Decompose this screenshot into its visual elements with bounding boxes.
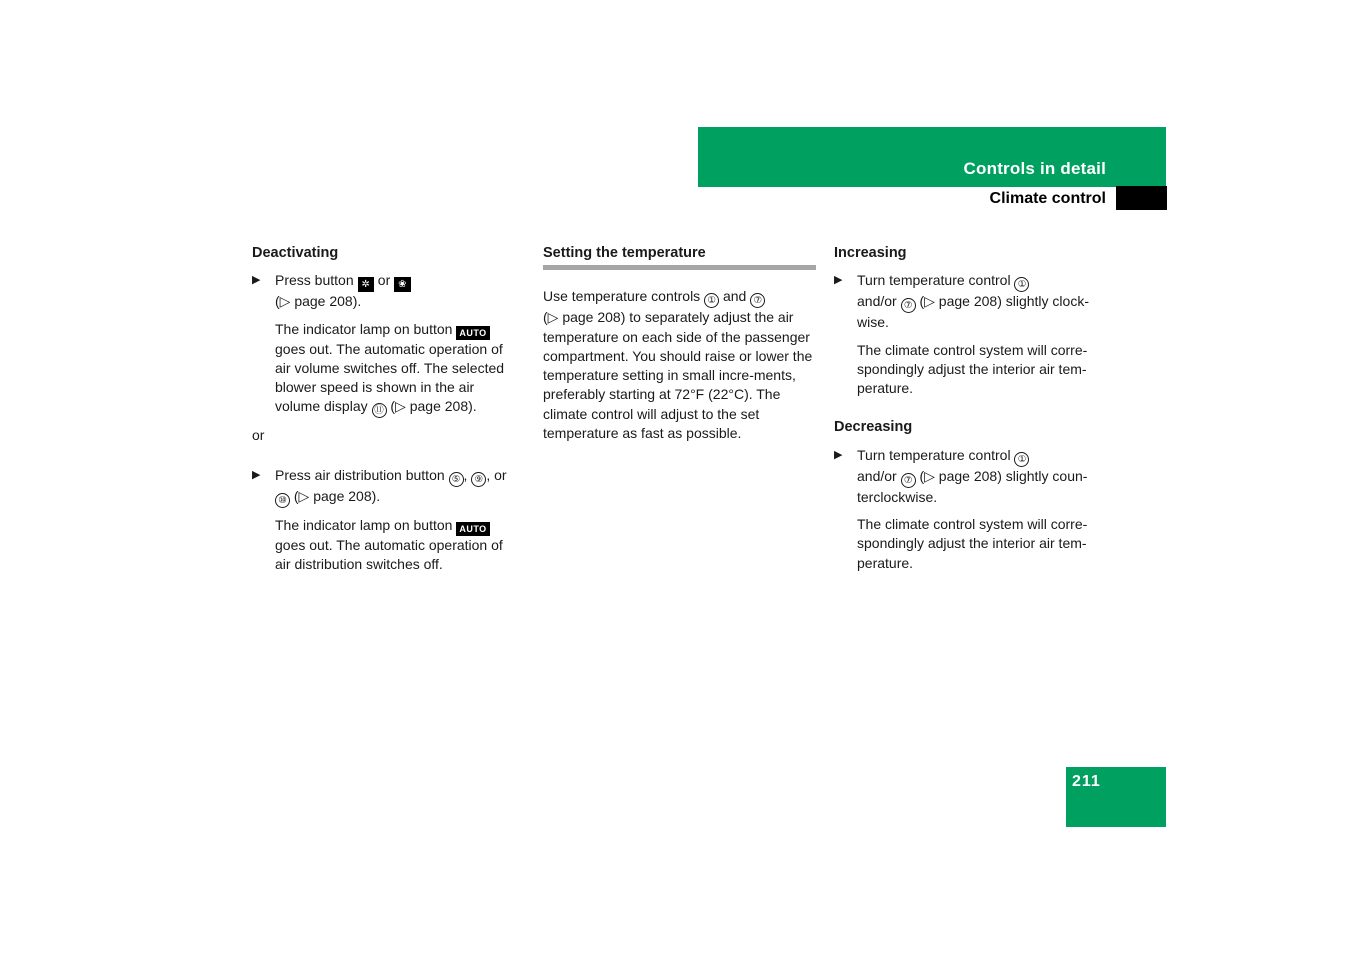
paragraph-text: (▷ page 208) to separately adjust the air temperature on each side of the passenger compartment. You should raise or lower the temperature setting in small incre-ments, preferably starting at 72°F (22°C). The climate control will adjust to the set temperature as fast as possible.	[543, 309, 813, 442]
step-text: ,	[463, 466, 468, 483]
bullet-arrow-icon: ▶	[834, 448, 843, 461]
step-text: Press air distribution button	[275, 466, 445, 483]
subsection-marker	[1116, 186, 1167, 210]
blower-high-icon: ❀	[394, 277, 410, 292]
paragraph-setting-temperature	[543, 287, 816, 443]
step-text: and/or	[857, 467, 897, 484]
step-press-button	[252, 271, 520, 311]
column-increase-decrease	[834, 244, 1114, 581]
note-increase: The climate control system will corre-spondingly adjust the interior air tem-perature.	[857, 341, 1088, 397]
blower-low-icon: ✲	[358, 277, 374, 292]
page-reference: (▷ page 208).	[293, 487, 381, 504]
step-text: and/or	[857, 293, 897, 310]
or-text: or	[252, 427, 265, 444]
column-setting-temperature	[543, 244, 816, 451]
note-text: goes out. The automatic operation of air distribution switches off.	[275, 536, 503, 573]
page-number-block	[1066, 767, 1166, 827]
note-decrease: The climate control system will corre-spondingly adjust the interior air tem-perature.	[857, 516, 1088, 571]
step-decrease	[834, 446, 1114, 507]
note-text: The indicator lamp on button	[275, 320, 453, 337]
note-air-volume	[252, 320, 520, 419]
auto-button-icon: AUTO	[456, 522, 489, 536]
page-reference: (▷ page 208).	[275, 293, 362, 310]
callout-number-icon: ⑦	[901, 473, 916, 488]
callout-number-icon: ⑦	[901, 298, 916, 313]
section-title: Controls in detail	[963, 159, 1106, 178]
step-text: (▷ page 208) slightly coun-terclockwise.	[857, 467, 1088, 505]
note-text: goes out. The automatic operation of air volume switches off. The selected blower speed is shown in the air volume display	[275, 340, 505, 415]
callout-number-icon: ①	[1014, 452, 1029, 467]
callout-number-icon: ①	[1014, 277, 1029, 292]
step-text: or	[377, 272, 391, 289]
bullet-arrow-icon: ▶	[834, 274, 843, 287]
subsection-title: Climate control	[989, 190, 1106, 207]
callout-number-icon: ①	[704, 293, 719, 308]
step-increase	[834, 271, 1114, 332]
step-text: (▷ page 208) slightly clock-wise.	[857, 293, 1089, 331]
callout-number-icon: ⑩	[275, 493, 290, 508]
page-number: 211	[1072, 773, 1101, 790]
bullet-arrow-icon: ▶	[252, 274, 261, 287]
heading-decreasing: Decreasing	[834, 419, 913, 436]
page-reference: (▷ page 208).	[390, 398, 477, 415]
paragraph-text: Use temperature controls	[543, 288, 701, 305]
callout-number-icon: ⑨	[471, 472, 486, 487]
step-text: Turn temperature control	[857, 272, 1011, 289]
callout-number-icon: ⑦	[750, 293, 765, 308]
note-text: The indicator lamp on button	[275, 516, 453, 533]
callout-number-icon: ⑪	[372, 403, 387, 418]
heading-deactivating: Deactivating	[252, 245, 339, 261]
auto-button-icon: AUTO	[456, 326, 489, 340]
column-deactivating	[252, 244, 520, 582]
step-text: Press button	[275, 272, 354, 289]
paragraph-text: and	[722, 288, 747, 305]
header-bar	[698, 127, 1166, 187]
step-text: Turn temperature control	[857, 446, 1011, 463]
heading-increasing: Increasing	[834, 245, 907, 261]
note-air-distribution	[252, 516, 520, 575]
bullet-arrow-icon: ▶	[252, 468, 261, 481]
callout-number-icon: ⑤	[449, 472, 464, 487]
heading-setting-temperature: Setting the temperature	[543, 244, 816, 270]
step-text: , or	[486, 466, 507, 483]
step-air-distribution	[252, 466, 520, 508]
